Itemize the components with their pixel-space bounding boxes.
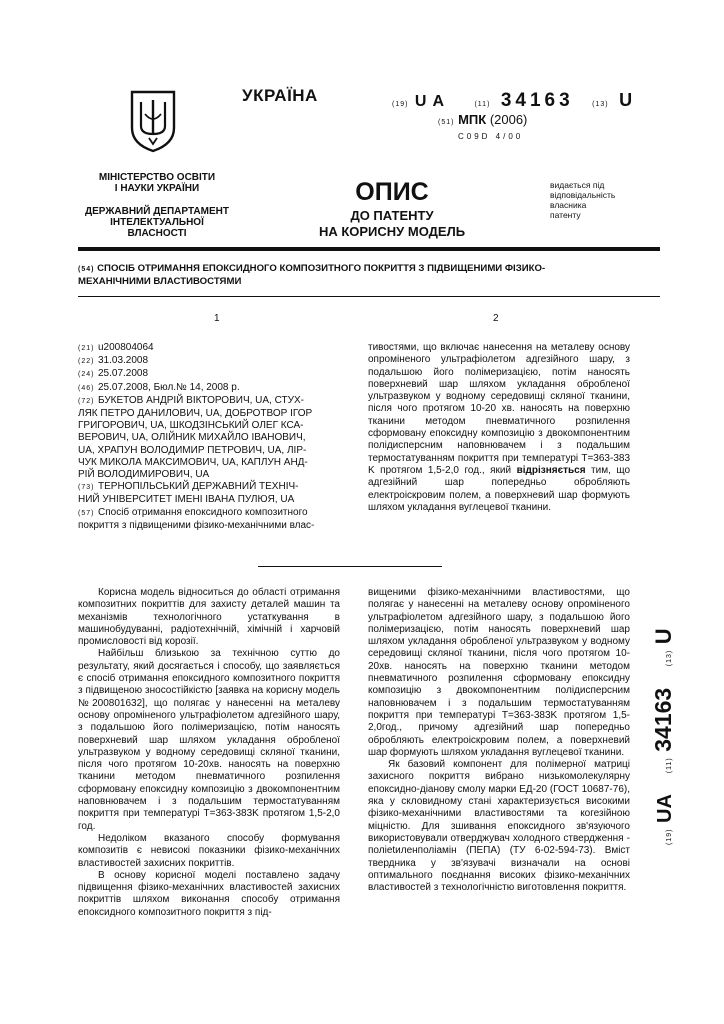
claim-text: тивостями, що включає нанесення на металеву основу опроміненого ультрафіолетом адгезійного шару, з подальшою його полімеризацією, потім наносять поверхневий шар шляхом укладання обробленої ультразвуком у водному середовищі скляної тканини, після чого протягом 10-20 хв. наносять на поверхню тканини методом пневматичного розпилення сформовану епоксидну композицію з двокомпонентним полідисперсним наповнювачем і з подальшим термостатуванням покриття при температурі T=363-383 K протягом 1,5-2,0 год., який відрізняється тим, що адгезійний шар попередньо обробляють електроіскровим полем, а поверхневий шар формують шляхом укладання вуглецевої тканини. [368, 342, 631, 513]
patent-number: 34163 [500, 90, 574, 111]
document-title: ОПИС [355, 178, 429, 206]
side-patent-stamp: (19) UA (11) 34163 (13) U [650, 628, 676, 845]
ipc-label: МПК [458, 112, 487, 127]
description-left-column [78, 587, 340, 919]
paragraph: вищеними фізико-механічними властивостями, що полягає у нанесенні на металеву основу опроміненого ультрафіолетом адгезійного шару, з подальшою його полімеризацією, потім наносять поверхневий шар шляхом укладання обробленої ультразвуком у водному середовищі скляної тканини, після чого протягом 10-20хв. наносять на поверхню тканини методом пневматичного розпилення сформовану епоксидну композицію з двокомпонентним полідисперсним наповнювачем і з подальшим термостатуванням покриття при температурі T=363-383K протягом 1,5-2,0год., причому адгезійний шар попередньо обробляють електроіскровим полем, а поверхневий шар формують шляхом укладання вуглецевої тканини. [368, 587, 630, 758]
issued-note: видається під відповідальність власника патенту [550, 180, 616, 220]
paragraph: Корисна модель відноситься до області отримання композитних покриттів для захисту деталей машин та механізмів технологічного устаткування в машинобудуванні, радіотехнічній, хімічній і харчовій промисловості від корозії. [78, 587, 340, 648]
column-number-1: 1 [214, 313, 220, 324]
inid-code-19: (19) [392, 101, 409, 108]
column-number-2: 2 [493, 313, 499, 324]
patent-header [392, 90, 632, 112]
invention-title: (54) СПОСІБ ОТРИМАННЯ ЕПОКСИДНОГО КОМПОЗИТНОГО ПОКРИТТЯ З ПІДВИЩЕНИМИ ФІЗИКО- МЕХАНІЧНИМИ ВЛАСТИВОСТЯМИ [78, 263, 546, 287]
inid-code-51: (51) [438, 119, 455, 126]
bib-line: (46) 25.07.2008, Бюл.№ 14, 2008 р. [78, 381, 240, 393]
country-code: UA [414, 93, 451, 110]
paragraph: Як базовий компонент для полімерної матриці захисного покриття вибрано низькомолекулярну епоксидно-діанову смолу марки ЕД-20 (ГОСТ 10687-76), яка у скловидному стані характеризується високими фізико-механічними властивостями та когезійною міцністю. Для зшивання епоксидного зв'язуючого використовували отверджувач холодного ствердження - полietиленполіамін (ПЕПА) (ТУ 6-02-594-73). Вміст твердника у зв'язувачі визначали на основі оптимального поєднання високих фізико-механічних властивостей з технологічністю виготовлення покриття. [368, 759, 630, 894]
bib-line: (24) 25.07.2008 [78, 368, 149, 380]
ministry-name: МІНІСТЕРСТВО ОСВІТИ І НАУКИ УКРАЇНИ [98, 172, 216, 194]
bib-line: (21) u200804064 [78, 342, 154, 353]
header-rule [78, 247, 660, 251]
bib-line: (22) 31.03.2008 [78, 355, 149, 367]
paragraph: Найбільш близькою за технічною суттю до результату, який досягається і способу, що заявляється є спосіб отримання епоксидного композитного покриття з підвищеною зносостійкістю [заявка на корисну модель №200801632], що полягає у нанесенні на металеву основу опроміненого ультрафіолетом адгезійного шару, з подальшою його полімеризацією, потім наносять поверхневий шар шляхом укладання обробленої ультразвуком у водному середовищі скляної тканини, після чого протягом 10-20хв. наносять на поверхню тканини методом пневматичного розпилення сформовану епоксидну композицію з двокомпонентним наповнювачем і з подальшим термостатуванням покриття при температурі T=363-383K протягом 1,5-2,0 год. [78, 648, 340, 832]
description-right-column [368, 587, 630, 894]
inid-code-13: (13) [592, 101, 609, 108]
bib-line: покриття з підвищеними фізико-механічними влас- [78, 519, 315, 531]
bib-line: (57) Спосіб отримання епоксидного композитного [78, 506, 308, 518]
document-kind: U [619, 90, 633, 110]
department-name: ДЕРЖАВНИЙ ДЕПАРТАМЕНТ ІНТЕЛЕКТУАЛЬНОЇ ВЛАСНОСТІ [85, 206, 229, 239]
inid-code-11: (11) [474, 101, 491, 108]
trident-emblem [128, 88, 178, 154]
title-rule [78, 296, 660, 297]
bib-line: (73) ТЕРНОПІЛЬСЬКИЙ ДЕРЖАВНИЙ ТЕХНІЧ- [78, 481, 299, 493]
country-name: УКРАЇНА [242, 86, 318, 105]
inid-code-54: (54) [78, 266, 95, 273]
paragraph: Недоліком вказаного способу формування композитів є невисокі показники фізико-механічних властивостей захисних покриттів. [78, 832, 340, 869]
ipc-line [438, 112, 527, 127]
paragraph: В основу корисної моделі поставлено задачу підвищення фізико-механічних властивостей захисних покриттів шляхом виконання способу отримання епоксидного композитного покриття з під- [78, 869, 340, 918]
bib-line: ЧУК МИКОЛА МАКСИМОВИЧ, UA, КАПЛУН АНД- [78, 456, 308, 468]
bib-line: UA, ХРАПУН ВОЛОДИМИР ПЕТРОВИЧ, UA, ЛІР- [78, 444, 307, 456]
bibliography [78, 342, 340, 532]
ipc-class: C09D 4/00 [458, 132, 524, 141]
bib-line: РІЙ ВОЛОДИМИРОВИЧ, UA [78, 469, 210, 481]
bib-line: ВЕРОВИЧ, UA, ОЛІЙНИК МИХАЙЛО ІВАНОВИЧ, [78, 432, 306, 444]
ipc-year: (2006) [489, 112, 528, 127]
document-subtitle: ДО ПАТЕНТУ НА КОРИСНУ МОДЕЛЬ [318, 208, 466, 239]
claim-emphasis: відрізняється [516, 464, 586, 476]
bib-line: ЛЯК ПЕТРО ДАНИЛОВИЧ, UA, ДОБРОТВОР ІГОР [78, 408, 313, 420]
bib-line: (72) БУКЕТОВ АНДРІЙ ВІКТОРОВИЧ, UA, СТУХ- [78, 394, 304, 406]
section-divider [258, 566, 442, 567]
bib-line: ГРИГОРОВИЧ, UA, ШКОДЗІНСЬКИЙ ОЛЕГ КСА- [78, 420, 304, 432]
bib-line: НИЙ УНІВЕРСИТЕТ ІМЕНІ ІВАНА ПУЛЮЯ, UA [78, 494, 295, 506]
